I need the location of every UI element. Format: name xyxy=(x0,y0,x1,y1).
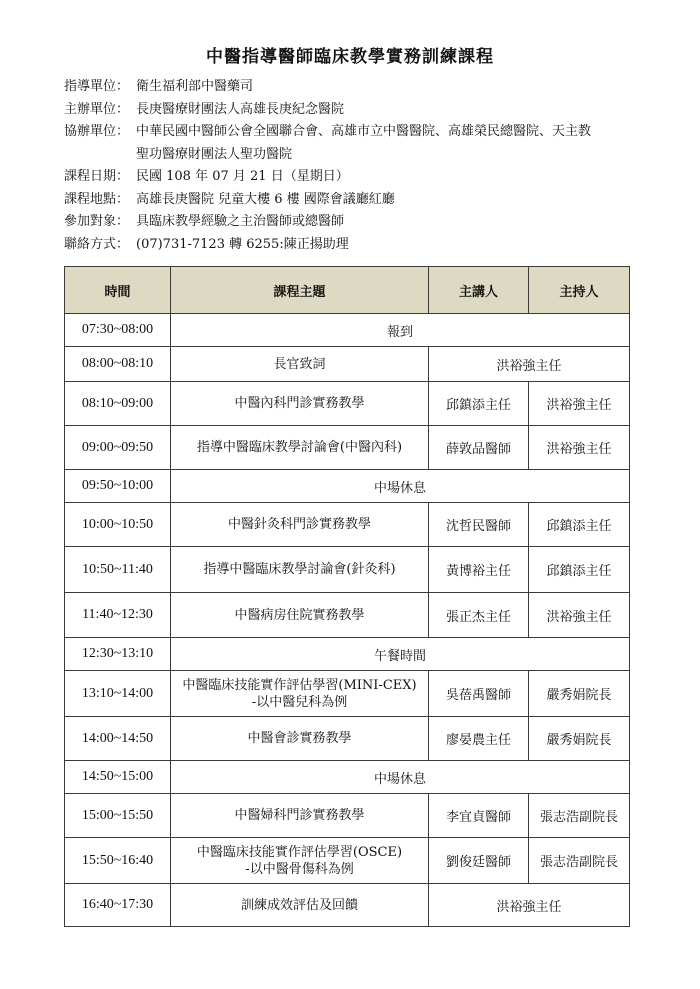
time-cell: 10:00~10:50 xyxy=(65,503,171,547)
time-cell: 09:50~10:00 xyxy=(65,470,171,503)
table-row xyxy=(65,671,630,717)
host-cell: 嚴秀娟院長 xyxy=(529,717,630,761)
topic-line: 中醫臨床技能實作評估學習(OSCE) xyxy=(196,844,403,860)
topic-cell: 中醫婦科門診實務教學 xyxy=(171,794,429,838)
info-value: (07)731-7123 轉 6255:陳正揚助理 xyxy=(136,236,349,252)
info-label: 參加對象： xyxy=(64,214,130,229)
time-cell: 15:00~15:50 xyxy=(65,794,171,838)
info-value: 民國 108 年 07 月 21 日（星期日） xyxy=(136,169,349,184)
topic-subline: -以中醫兒科為例 xyxy=(251,694,348,710)
speaker-cell: 廖晏農主任 xyxy=(429,717,529,761)
speaker-cell: 張正杰主任 xyxy=(429,593,529,638)
topic-cell: 中醫針灸科門診實務教學 xyxy=(171,503,429,547)
host-cell: 邱鎮添主任 xyxy=(529,503,630,547)
info-value: 衛生福利部中醫藥司 xyxy=(136,79,254,94)
info-row-contact xyxy=(64,234,644,257)
time-cell: 12:30~13:10 xyxy=(65,638,171,671)
table-row xyxy=(65,761,630,794)
header-time: 時間 xyxy=(65,267,171,314)
time-cell: 07:30~08:00 xyxy=(65,314,171,347)
host-cell: 張志浩副院長 xyxy=(529,794,630,838)
info-row-co-organizer-cont xyxy=(64,144,644,167)
info-value: 中華民國中醫師公會全國聯合會、高雄市立中醫醫院、高雄榮民總醫院、天主教 xyxy=(136,124,592,139)
host-cell: 洪裕強主任 xyxy=(529,426,630,470)
info-label: 指導單位： xyxy=(64,79,130,94)
topic-cell xyxy=(171,838,429,884)
time-cell: 16:40~17:30 xyxy=(65,884,171,927)
info-row-location xyxy=(64,189,644,212)
host-cell: 洪裕強主任 xyxy=(529,593,630,638)
info-label: 課程日期： xyxy=(64,169,130,184)
info-label: 課程地點： xyxy=(64,191,130,207)
info-row-guidance-unit xyxy=(64,76,644,99)
topic-cell: 中醫會診實務教學 xyxy=(171,717,429,761)
topic-cell: 長官致詞 xyxy=(171,347,429,382)
info-row-organizer xyxy=(64,99,644,122)
table-row xyxy=(65,314,630,347)
speaker-host-cell: 洪裕強主任 xyxy=(429,884,630,927)
time-cell: 11:40~12:30 xyxy=(65,593,171,638)
speaker-cell: 劉俊廷醫師 xyxy=(429,838,529,884)
table-row xyxy=(65,717,630,761)
speaker-cell: 沈哲民醫師 xyxy=(429,503,529,547)
table-header-row xyxy=(65,267,630,314)
speaker-cell: 吳蓓禹醫師 xyxy=(429,671,529,717)
topic-cell: 訓練成效評估及回饋 xyxy=(171,884,429,927)
table-row xyxy=(65,593,630,638)
topic-cell: 中醫病房住院實務教學 xyxy=(171,593,429,638)
break-cell: 報到 xyxy=(171,314,630,347)
break-cell: 中場休息 xyxy=(171,761,630,794)
topic-cell: 指導中醫臨床教學討論會(中醫內科) xyxy=(171,426,429,470)
header-topic: 課程主題 xyxy=(171,267,429,314)
host-cell: 邱鎮添主任 xyxy=(529,547,630,593)
info-value: 具臨床教學經驗之主治醫師或總醫師 xyxy=(136,214,345,229)
topic-cell: 指導中醫臨床教學討論會(針灸科) xyxy=(171,547,429,593)
info-row-audience xyxy=(64,211,644,234)
host-cell: 張志浩副院長 xyxy=(529,838,630,884)
table-row xyxy=(65,838,630,884)
break-cell: 午餐時間 xyxy=(171,638,630,671)
page-title: 中醫指導醫師臨床教學實務訓練課程 xyxy=(206,47,494,67)
time-cell: 14:00~14:50 xyxy=(65,717,171,761)
host-cell: 嚴秀娟院長 xyxy=(529,671,630,717)
break-cell: 中場休息 xyxy=(171,470,630,503)
schedule-table xyxy=(64,266,630,927)
table-row xyxy=(65,638,630,671)
topic-subline: -以中醫骨傷科為例 xyxy=(245,861,354,877)
info-label: 聯絡方式： xyxy=(64,236,130,252)
time-cell: 09:00~09:50 xyxy=(65,426,171,470)
time-cell: 08:10~09:00 xyxy=(65,382,171,426)
table-row xyxy=(65,382,630,426)
table-row xyxy=(65,503,630,547)
topic-cell: 中醫內科門診實務教學 xyxy=(171,382,429,426)
info-row-date xyxy=(64,166,644,189)
table-row xyxy=(65,426,630,470)
time-cell: 10:50~11:40 xyxy=(65,547,171,593)
time-cell: 15:50~16:40 xyxy=(65,838,171,884)
speaker-cell: 邱鎮添主任 xyxy=(429,382,529,426)
info-value: 長庚醫療財團法人高雄長庚紀念醫院 xyxy=(136,101,345,117)
speaker-cell: 黃博裕主任 xyxy=(429,547,529,593)
course-info xyxy=(64,76,644,256)
speaker-cell: 李宜貞醫師 xyxy=(429,794,529,838)
header-speaker: 主講人 xyxy=(429,267,529,314)
info-row-co-organizer xyxy=(64,121,644,144)
table-row xyxy=(65,347,630,382)
header-host: 主持人 xyxy=(529,267,630,314)
info-value: 高雄長庚醫院 兒童大樓 6 樓 國際會議廳紅廳 xyxy=(136,191,395,207)
topic-cell xyxy=(171,671,429,717)
info-label: 主辦單位： xyxy=(64,101,130,117)
speaker-cell: 薛敦品醫師 xyxy=(429,426,529,470)
topic-line: 中醫臨床技能實作評估學習(MINI-CEX) xyxy=(182,677,417,693)
speaker-host-cell: 洪裕強主任 xyxy=(429,347,630,382)
time-cell: 13:10~14:00 xyxy=(65,671,171,717)
info-label: 協辦單位： xyxy=(64,124,130,139)
time-cell: 14:50~15:00 xyxy=(65,761,171,794)
table-row xyxy=(65,547,630,593)
info-value: 聖功醫療財團法人聖功醫院 xyxy=(136,146,293,162)
table-row xyxy=(65,884,630,927)
table-row xyxy=(65,470,630,503)
host-cell: 洪裕強主任 xyxy=(529,382,630,426)
table-row xyxy=(65,794,630,838)
time-cell: 08:00~08:10 xyxy=(65,347,171,382)
